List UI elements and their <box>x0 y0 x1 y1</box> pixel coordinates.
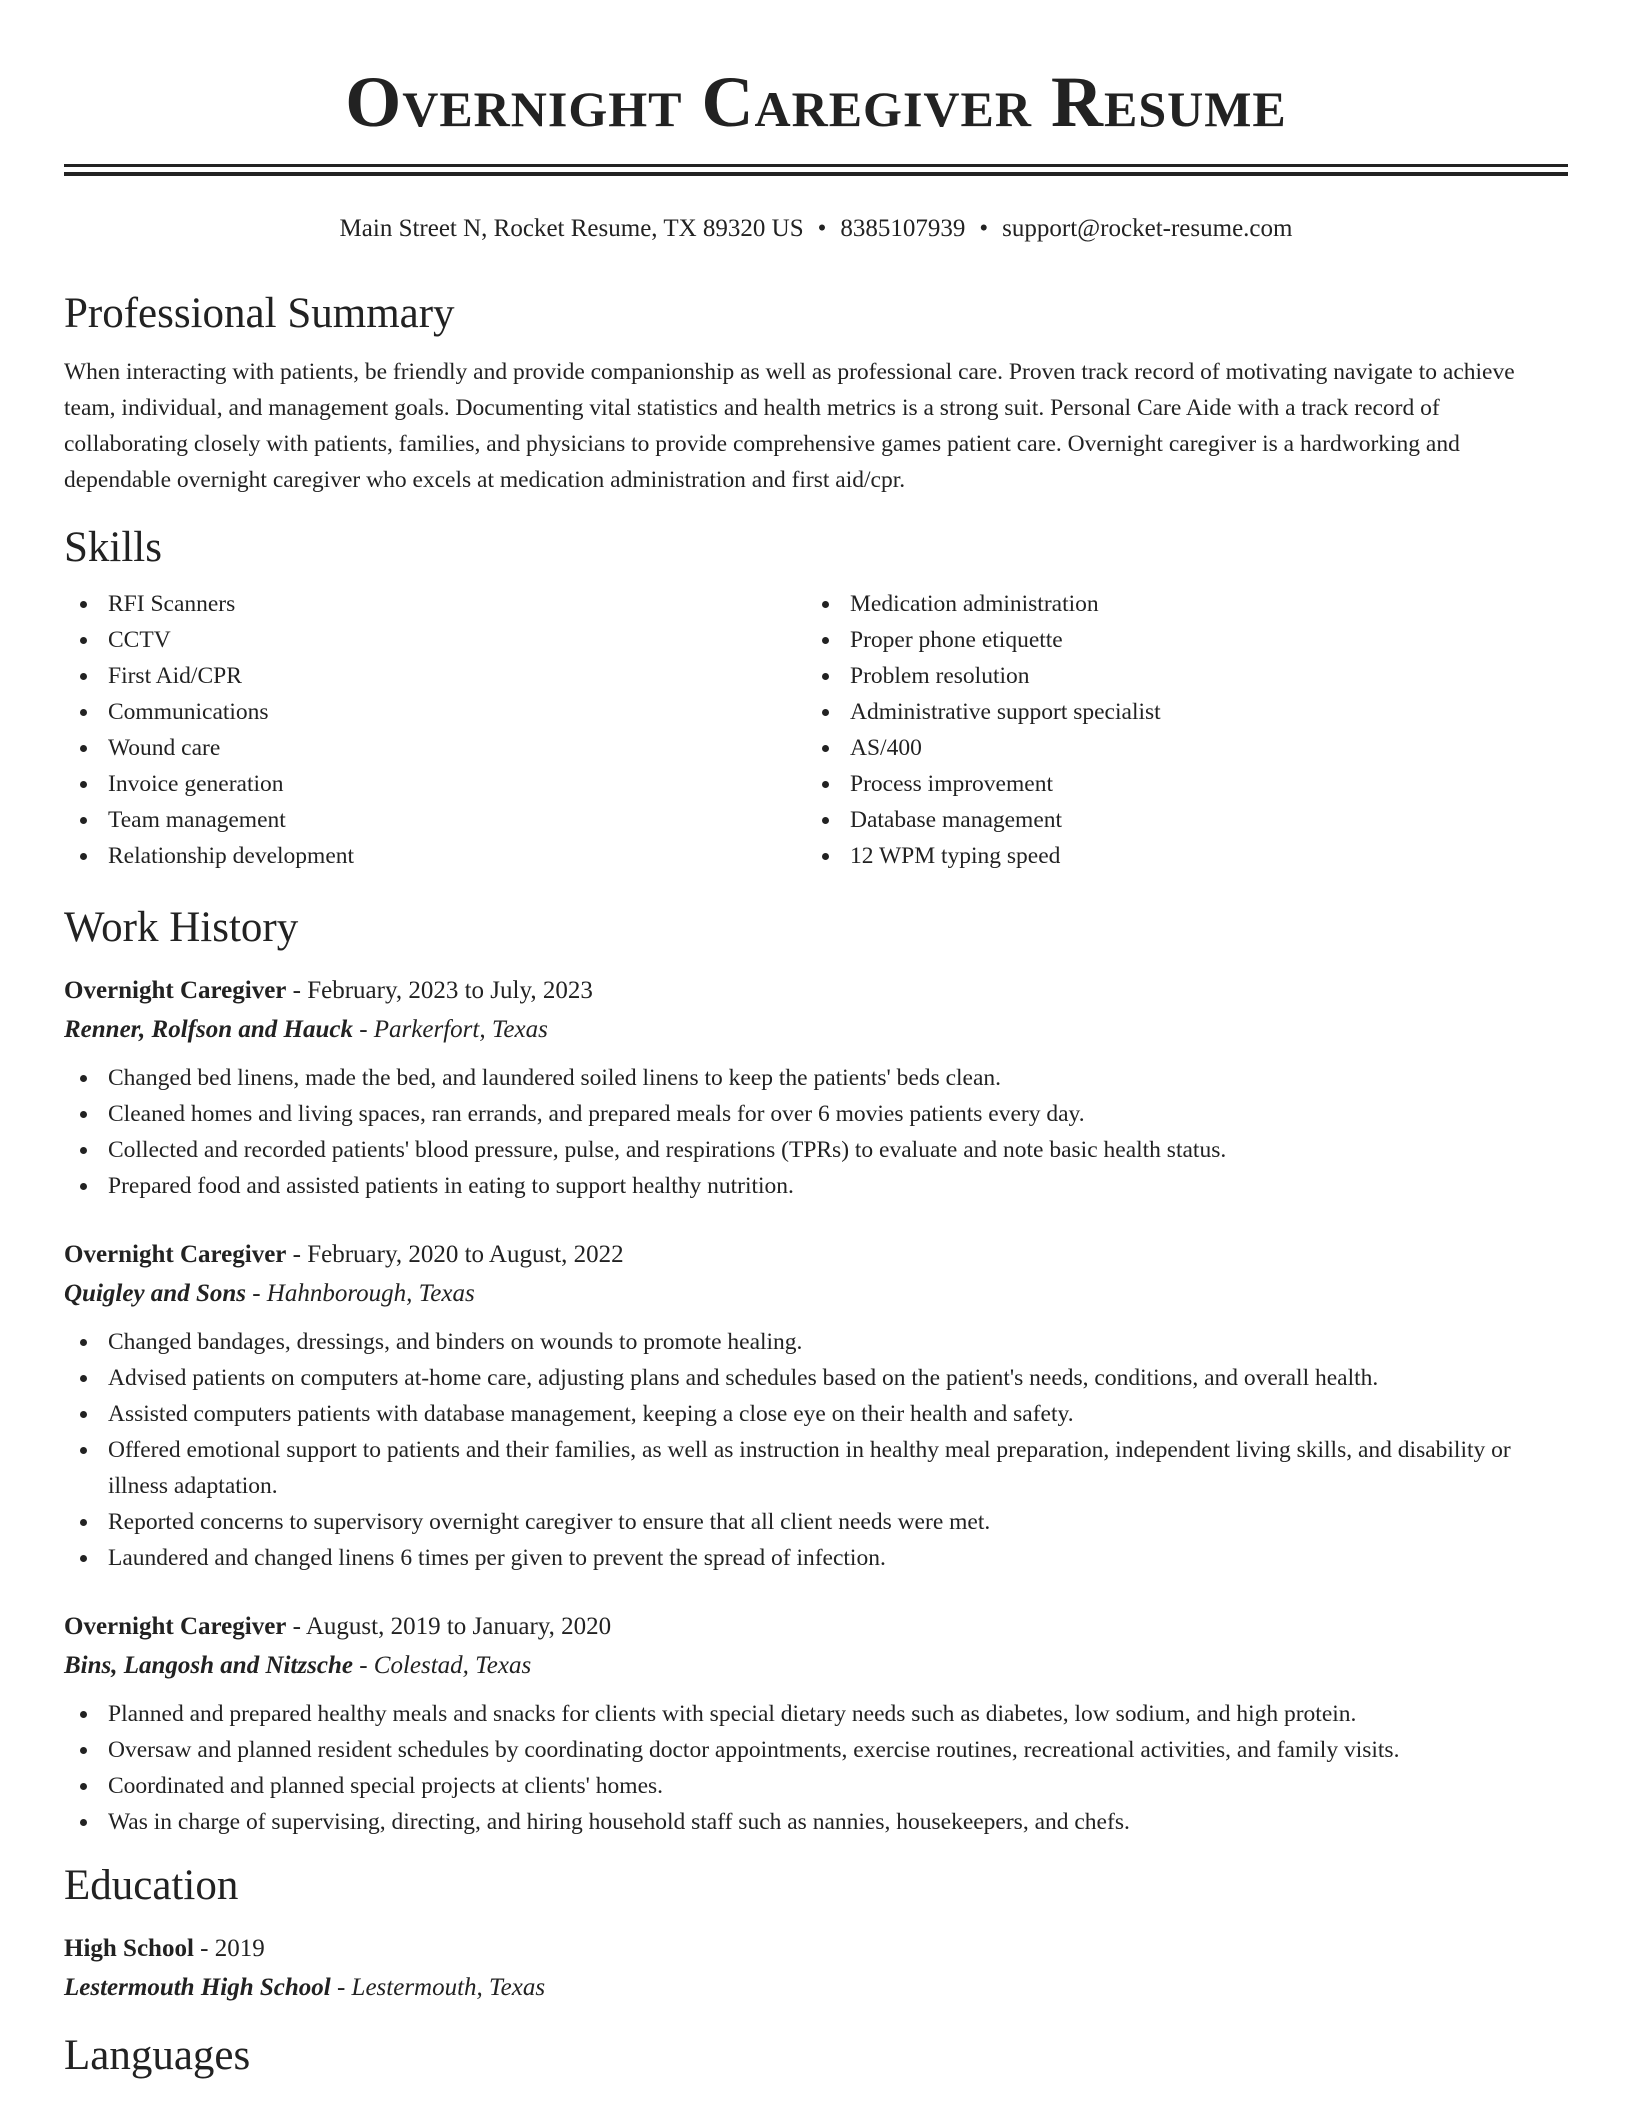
job-title-line <box>64 1236 1568 1274</box>
job-duty: Cleaned homes and living spaces, ran errands, and prepared meals for over 6 movies patients every day. <box>64 1096 1568 1132</box>
skills-grid <box>64 586 1568 874</box>
company-name: Renner, Rolfson and Hauck <box>64 1016 353 1043</box>
skill-item: Problem resolution <box>806 658 1548 694</box>
contact-line <box>64 212 1568 246</box>
skills-list-left <box>64 586 806 874</box>
job-duty: Was in charge of supervising, directing, and hiring household staff such as nannies, housekeepers, and chefs. <box>64 1804 1568 1840</box>
contact-email: support@rocket-resume.com <box>1002 215 1293 242</box>
summary-text: When interacting with patients, be friendly and provide companionship as well as professional care. Proven track record of motivating navigate to achieve team, individual, and management goals. Documenting vital statistics and health metrics is a strong suit. Personal Care Aide with a track record of collaborating closely with patients, families, and physicians to provide comprehensive games patient care. Overnight caregiver is a hardworking and dependable overnight caregiver who excels at medication administration and first aid/cpr. <box>64 359 1515 493</box>
contact-phone: 8385107939 <box>840 215 966 242</box>
job-title: Overnight Caregiver <box>64 1613 287 1640</box>
job-duty: Coordinated and planned special projects at clients' homes. <box>64 1768 1568 1804</box>
contact-separator: • <box>817 215 827 242</box>
company-line <box>64 1646 1568 1686</box>
skill-item: Process improvement <box>806 766 1548 802</box>
education-heading: Education <box>64 1862 239 1909</box>
degree: High School <box>64 1935 194 1962</box>
job-duties <box>64 1324 1568 1576</box>
skill-item: Wound care <box>64 730 806 766</box>
title-rule-top <box>64 164 1568 167</box>
job-duty: Assisted computers patients with database management, keeping a close eye on their health and safety. <box>64 1396 1568 1432</box>
job-duties <box>64 1696 1568 1840</box>
skill-item: First Aid/CPR <box>64 658 806 694</box>
skill-item: AS/400 <box>806 730 1548 766</box>
skill-item: Proper phone etiquette <box>806 622 1548 658</box>
title-rule-bottom <box>64 172 1568 176</box>
company-line <box>64 1274 1568 1314</box>
school-line <box>64 1968 1568 2008</box>
job-duty: Advised patients on computers at-home care, adjusting plans and schedules based on the patient's needs, conditions, and overall health. <box>64 1360 1568 1396</box>
skill-item: Communications <box>64 694 806 730</box>
skill-item: Administrative support specialist <box>806 694 1548 730</box>
summary-heading: Professional Summary <box>64 290 455 337</box>
resume-title: Overnight Caregiver Resume <box>345 62 1287 142</box>
job-dates: - February, 2023 to July, 2023 <box>286 977 593 1004</box>
job-duty: Oversaw and planned resident schedules by coordinating doctor appointments, exercise routines, recreational activities, and family visits. <box>64 1732 1568 1768</box>
job-entry <box>64 1608 1568 1840</box>
education-entry <box>64 1930 1568 2008</box>
job-duty: Reported concerns to supervisory overnight caregiver to ensure that all client needs were met. <box>64 1504 1568 1540</box>
skill-item: Team management <box>64 802 806 838</box>
work-history-heading: Work History <box>64 904 299 951</box>
skill-item: Invoice generation <box>64 766 806 802</box>
languages-heading: Languages <box>64 2032 251 2079</box>
job-title-line <box>64 1608 1568 1646</box>
job-dates: - August, 2019 to January, 2020 <box>286 1613 612 1640</box>
job-duties <box>64 1060 1568 1204</box>
contact-separator: • <box>979 215 989 242</box>
skill-item: 12 WPM typing speed <box>806 838 1548 874</box>
resume-page <box>64 0 1568 2082</box>
company-location: - Parkerfort, Texas <box>352 1016 548 1043</box>
job-entry <box>64 1236 1568 1576</box>
skill-item: Database management <box>806 802 1548 838</box>
company-name: Bins, Langosh and Nitzsche <box>64 1652 353 1679</box>
company-line <box>64 1010 1568 1050</box>
job-title-line <box>64 972 1568 1010</box>
skill-item: Medication administration <box>806 586 1548 622</box>
job-duty: Planned and prepared healthy meals and snacks for clients with special dietary needs such as diabetes, low sodium, and high protein. <box>64 1696 1568 1732</box>
job-entry <box>64 972 1568 1204</box>
contact-address: Main Street N, Rocket Resume, TX 89320 US <box>339 215 804 242</box>
skills-list-right <box>806 586 1548 874</box>
job-title: Overnight Caregiver <box>64 977 287 1004</box>
job-duty: Laundered and changed linens 6 times per given to prevent the spread of infection. <box>64 1540 1568 1576</box>
job-duty: Collected and recorded patients' blood pressure, pulse, and respirations (TPRs) to evaluate and note basic health status. <box>64 1132 1568 1168</box>
skill-item: Relationship development <box>64 838 806 874</box>
company-location: - Hahnborough, Texas <box>245 1280 475 1307</box>
job-dates: - February, 2020 to August, 2022 <box>286 1241 624 1268</box>
job-duty: Offered emotional support to patients and their families, as well as instruction in healthy meal preparation, independent living skills, and disability or illness adaptation. <box>64 1432 1568 1504</box>
company-name: Quigley and Sons <box>64 1280 246 1307</box>
skill-item: CCTV <box>64 622 806 658</box>
job-duty: Changed bed linens, made the bed, and laundered soiled linens to keep the patients' beds clean. <box>64 1060 1568 1096</box>
degree-line <box>64 1930 1568 1968</box>
school-location: - Lestermouth, Texas <box>330 1974 546 2001</box>
skills-heading: Skills <box>64 524 162 571</box>
job-duty: Prepared food and assisted patients in eating to support healthy nutrition. <box>64 1168 1568 1204</box>
skill-item: RFI Scanners <box>64 586 806 622</box>
company-location: - Colestad, Texas <box>352 1652 532 1679</box>
job-title: Overnight Caregiver <box>64 1241 287 1268</box>
school-name: Lestermouth High School <box>64 1974 331 2001</box>
graduation-year: - 2019 <box>193 1935 265 1962</box>
job-duty: Changed bandages, dressings, and binders on wounds to promote healing. <box>64 1324 1568 1360</box>
